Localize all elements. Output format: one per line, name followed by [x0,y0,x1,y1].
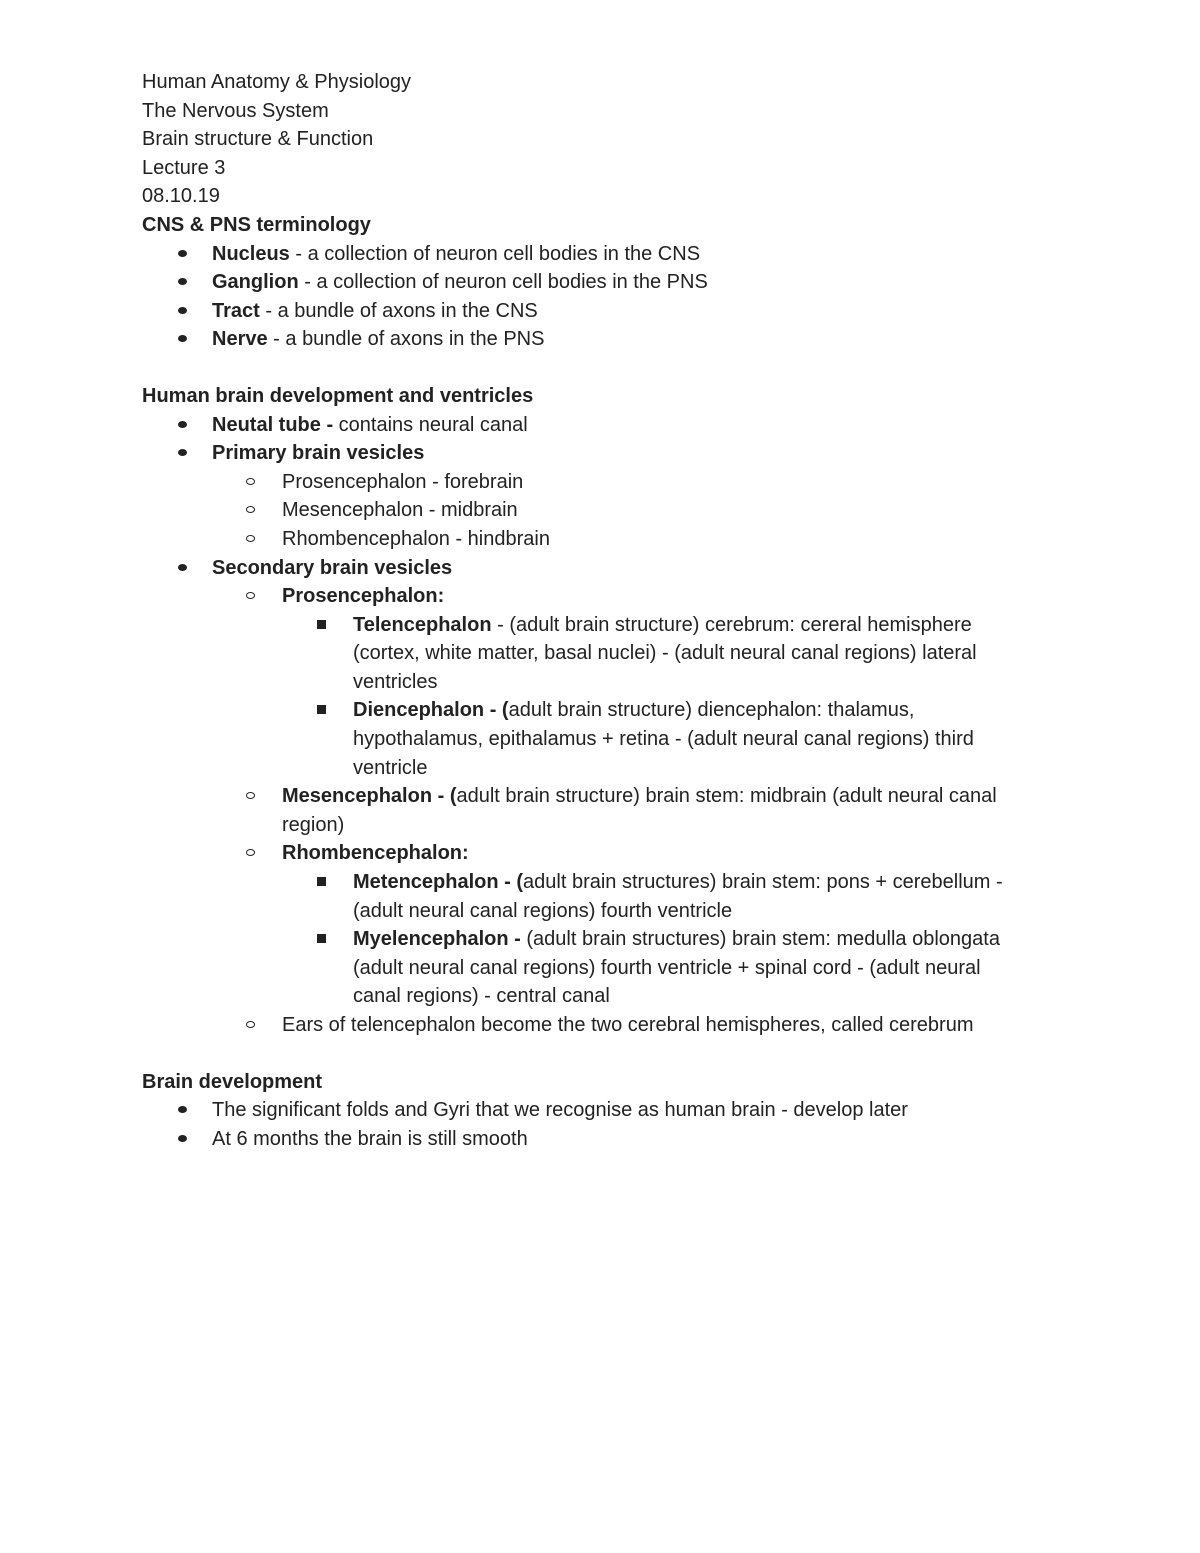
bullet-disc-icon [178,268,187,297]
list-item: Rhombencephalon - hindbrain [142,525,1082,554]
list-item: Nucleus - a collection of neuron cell bodies in the CNS [142,240,1082,269]
list-item: Ganglion - a collection of neuron cell bodies in the PNS [142,268,1082,297]
list-item: Nerve - a bundle of axons in the PNS [142,325,1082,354]
bullet-square-icon [317,868,326,897]
spacer [142,354,1082,382]
bullet-disc-icon [178,554,187,583]
bullet-circle-icon [246,468,255,497]
list-item: Tract - a bundle of axons in the CNS [142,297,1082,326]
bullet-circle-icon [246,496,255,525]
bullet-disc-icon [178,325,187,354]
bullet-circle-icon [246,582,255,611]
lecture-date: 08.10.19 [142,185,220,208]
brain-development-list [142,1096,1082,1153]
heading-terminology: CNS & PNS terminology [142,213,371,236]
list-item: At 6 months the brain is still smooth [142,1125,1082,1154]
terminology-list [142,240,1082,354]
bullet-circle-icon [246,525,255,554]
list-item: The significant folds and Gyri that we recognise as human brain - develop later [142,1096,1082,1125]
bullet-disc-icon [178,411,187,440]
course-title: Human Anatomy & Physiology [142,71,412,93]
list-item-mesencephalon: Mesencephalon - (adult brain structure) brain stem: midbrain (adult neural canal region) [142,782,1082,839]
list-item-ears-telencephalon: Ears of telencephalon become the two cerebral hemispheres, called cerebrum [142,1011,1082,1040]
list-item: Prosencephalon - forebrain [142,468,1082,497]
list-item-myelencephalon: Myelencephalon - (adult brain structures) brain stem: medulla oblongata (adult neural canal regions) fourth ventricle + spinal cord - (adult neural canal regions) - central canal [142,925,1082,1011]
list-item-telencephalon: Telencephalon - (adult brain structure) cerebrum: cereral hemisphere (cortex, white matter, basal nuclei) - (adult neural canal regions) lateral ventricles [142,611,1082,697]
bullet-circle-icon [246,839,255,868]
heading-brain-development-ventricles: Human brain development and ventricles [142,384,534,407]
bullet-square-icon [317,696,326,725]
topic-title: The Nervous System [142,99,329,122]
list-item-metencephalon: Metencephalon - (adult brain structures) brain stem: pons + cerebellum - (adult neural canal regions) fourth ventricle [142,868,1082,925]
bullet-disc-icon [178,1125,187,1154]
list-item-prosencephalon: Prosencephalon: [142,582,1082,611]
bullet-disc-icon [178,439,187,468]
list-item-secondary-vesicles: Secondary brain vesicles [142,554,1082,583]
list-item-diencephalon: Diencephalon - (adult brain structure) diencephalon: thalamus, hypothalamus, epithalamus + retina - (adult neural canal regions) third ventricle [142,696,1082,782]
bullet-circle-icon [246,782,255,811]
bullet-disc-icon [178,240,187,269]
bullet-circle-icon [246,1011,255,1040]
bullet-square-icon [317,925,326,954]
ventricles-list [142,411,1082,1040]
bullet-square-icon [317,611,326,640]
spacer [142,1040,1082,1068]
list-item-primary-vesicles: Primary brain vesicles [142,439,1082,468]
list-item-rhombencephalon: Rhombencephalon: [142,839,1082,868]
list-item-neural-tube: Neutal tube - contains neural canal [142,411,1082,440]
document-page [142,68,1082,1153]
lecture-number: Lecture 3 [142,156,226,179]
heading-brain-development: Brain development [142,1070,323,1093]
bullet-disc-icon [178,297,187,326]
bullet-disc-icon [178,1096,187,1125]
subtopic-title: Brain structure & Function [142,128,374,151]
list-item: Mesencephalon - midbrain [142,496,1082,525]
